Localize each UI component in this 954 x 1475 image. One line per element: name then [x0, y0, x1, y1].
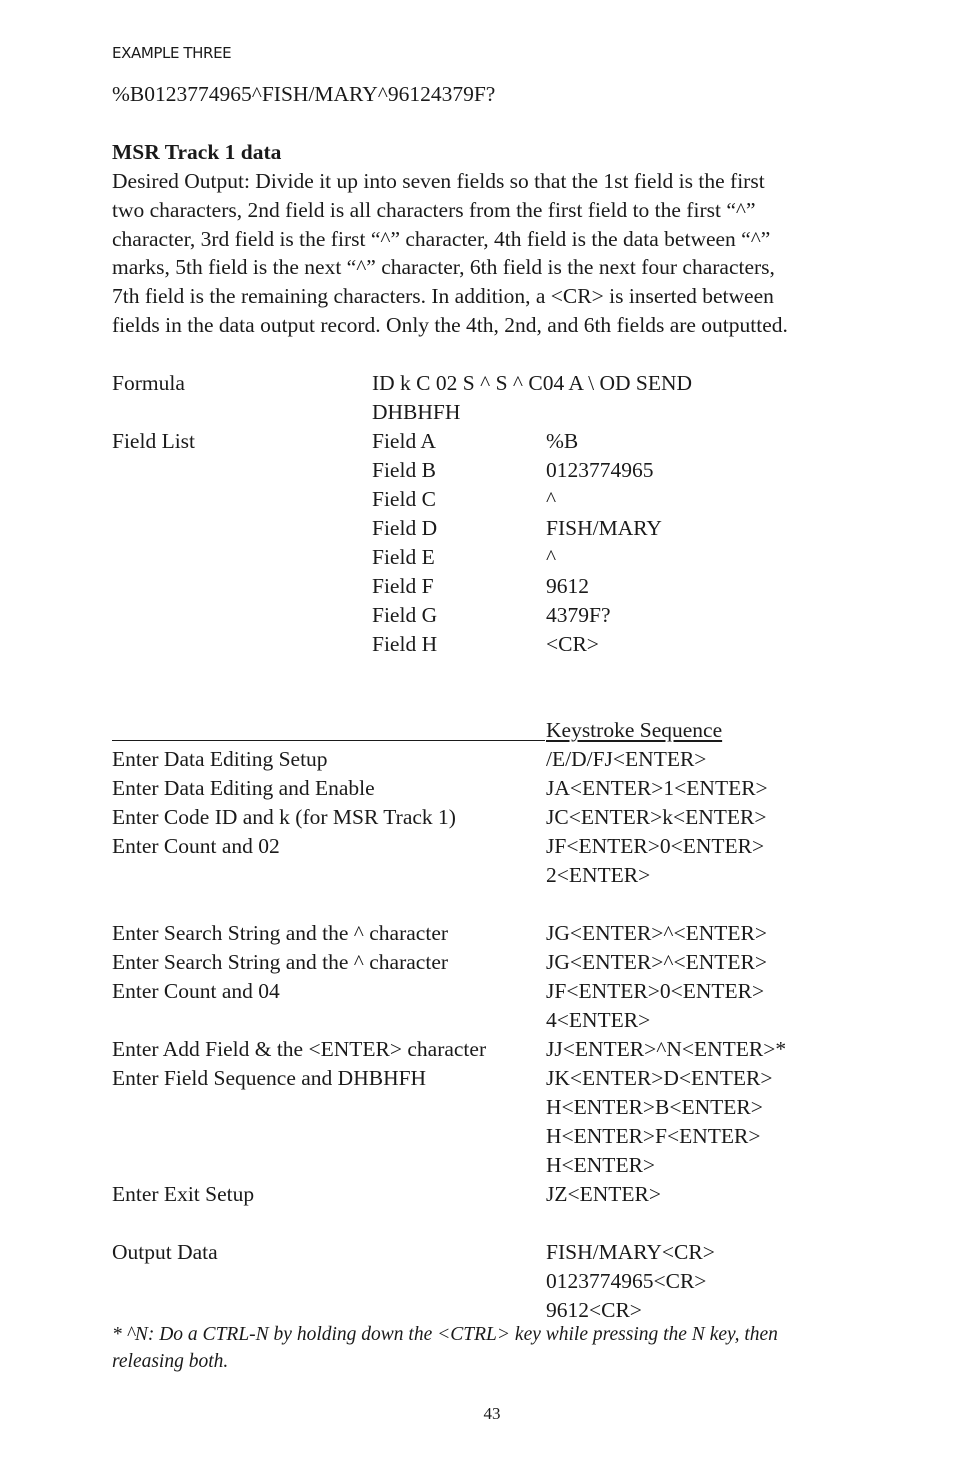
step-keys [546, 1035, 786, 1064]
step-keys [546, 948, 767, 977]
footnote [112, 1321, 872, 1375]
table-rule [112, 740, 545, 741]
description-paragraph [112, 167, 872, 340]
field-name: Field G [372, 603, 438, 627]
field-name: Field B [372, 458, 436, 482]
keystroke-line: JF<ENTER>0<ENTER> [546, 979, 765, 1003]
field-value: %B [546, 429, 579, 453]
keystroke-table [112, 745, 872, 1325]
keystroke-line: FISH/MARY<CR> [546, 1240, 715, 1264]
keystroke-line: H<ENTER> [546, 1153, 656, 1177]
field-name: Field E [372, 545, 435, 569]
formula-value: ID k C 02 S ^ S ^ C04 A \ OD SEND [372, 371, 693, 395]
field-row [372, 456, 662, 485]
field-row [372, 601, 662, 630]
field-name: Field F [372, 574, 434, 598]
field-row [372, 427, 662, 456]
step-label: Enter Search String and the ^ character [112, 921, 449, 945]
keystroke-line: JG<ENTER>^<ENTER> [546, 921, 768, 945]
step-label: Enter Count and 04 [112, 979, 280, 1003]
footnote-line: releasing both. [112, 1351, 229, 1372]
keystroke-row [112, 1180, 872, 1209]
step-label [112, 1209, 546, 1238]
description-line: fields in the data output record. Only the 4th, 2nd, and 6th fields are outputted. [112, 312, 788, 337]
keystroke-line: JJ<ENTER>^N<ENTER>* [546, 1037, 787, 1061]
step-keys [546, 745, 706, 774]
step-label: Enter Add Field & the <ENTER> character [112, 1037, 487, 1061]
formula-value-continued: DHBHFH [372, 400, 461, 424]
step-keys [546, 832, 764, 890]
field-name: Field D [372, 516, 438, 540]
keystroke-line: 0123774965<CR> [546, 1269, 707, 1293]
field-row [372, 543, 662, 572]
field-row [372, 514, 662, 543]
step-keys [546, 919, 767, 948]
step-keys [546, 1238, 715, 1325]
description-line: 7th field is the remaining characters. In addition, a <CR> is inserted between [112, 284, 774, 309]
footnote-line: * ^N: Do a CTRL-N by holding down the <CTRL> key while pressing the N key, then [112, 1324, 778, 1345]
keystroke-row [112, 1035, 872, 1064]
step-label: Enter Field Sequence and DHBHFH [112, 1066, 427, 1090]
page-number: 43 [483, 1404, 501, 1423]
keystroke-row [112, 948, 872, 977]
field-value: 9612 [546, 574, 589, 598]
field-name: Field H [372, 632, 438, 656]
field-name: Field A [372, 429, 436, 453]
description-line: character, 3rd field is the first “^” character, 4th field is the data between “^” [112, 226, 771, 251]
keystroke-row [112, 745, 872, 774]
keystroke-line: 2<ENTER> [546, 863, 651, 887]
keystroke-row [112, 1209, 872, 1238]
step-label: Enter Data Editing Setup [112, 747, 328, 771]
raw-track-data: %B0123774965^FISH/MARY^96124379F? [112, 82, 496, 106]
field-value: ^ [546, 545, 557, 569]
field-list [372, 427, 662, 659]
keystroke-row [112, 832, 872, 890]
field-list-label: Field List [112, 429, 196, 453]
keystroke-row [112, 1238, 872, 1325]
description-line: Desired Output: Divide it up into seven fields so that the 1st field is the first [112, 169, 765, 193]
row-spacer [112, 890, 872, 919]
keystroke-line: JA<ENTER>1<ENTER> [546, 776, 768, 800]
keystroke-line: JF<ENTER>0<ENTER> [546, 834, 765, 858]
keystroke-line: 9612<CR> [546, 1298, 642, 1322]
formula-label: Formula [112, 371, 185, 395]
field-value: <CR> [546, 632, 599, 656]
keystroke-line: JK<ENTER>D<ENTER> [546, 1066, 773, 1090]
keystroke-row [112, 774, 872, 803]
keystroke-line: JG<ENTER>^<ENTER> [546, 950, 768, 974]
keystroke-line: JC<ENTER>k<ENTER> [546, 805, 767, 829]
keystroke-row [112, 1064, 872, 1180]
description-line: two characters, 2nd field is all characters from the first field to the first “^” [112, 197, 756, 222]
step-keys [546, 774, 768, 803]
keystroke-line: H<ENTER>F<ENTER> [546, 1124, 761, 1148]
keystroke-row [112, 919, 872, 948]
field-name: Field C [372, 487, 436, 511]
field-row [372, 630, 662, 659]
keystroke-row [112, 803, 872, 832]
field-value: FISH/MARY [546, 516, 662, 540]
step-label: Enter Exit Setup [112, 1182, 255, 1206]
keystroke-line: 4<ENTER> [546, 1008, 651, 1032]
step-keys [546, 803, 767, 832]
step-label: Enter Data Editing and Enable [112, 776, 375, 800]
field-value: ^ [546, 487, 557, 511]
field-row [372, 572, 662, 601]
field-row [372, 485, 662, 514]
keystroke-sequence-header: Keystroke Sequence [546, 718, 723, 742]
step-label: Enter Code ID and k (for MSR Track 1) [112, 805, 456, 829]
step-label: Enter Count and 02 [112, 834, 280, 858]
step-keys [546, 1180, 661, 1209]
section-title: MSR Track 1 data [112, 140, 282, 164]
description-line: marks, 5th field is the next “^” character, 6th field is the next four characters, [112, 255, 775, 280]
keystroke-line: /E/D/FJ<ENTER> [546, 747, 707, 771]
field-value: 4379F? [546, 603, 611, 627]
keystroke-row [112, 977, 872, 1035]
field-value: 0123774965 [546, 458, 654, 482]
keystroke-line: JZ<ENTER> [546, 1182, 662, 1206]
section-header: EXAMPLE THREE [112, 44, 232, 62]
keystroke-line: H<ENTER>B<ENTER> [546, 1095, 763, 1119]
step-label: Output Data [112, 1240, 218, 1264]
step-keys [546, 1064, 772, 1180]
step-label: Enter Search String and the ^ character [112, 950, 449, 974]
step-keys [546, 977, 764, 1035]
